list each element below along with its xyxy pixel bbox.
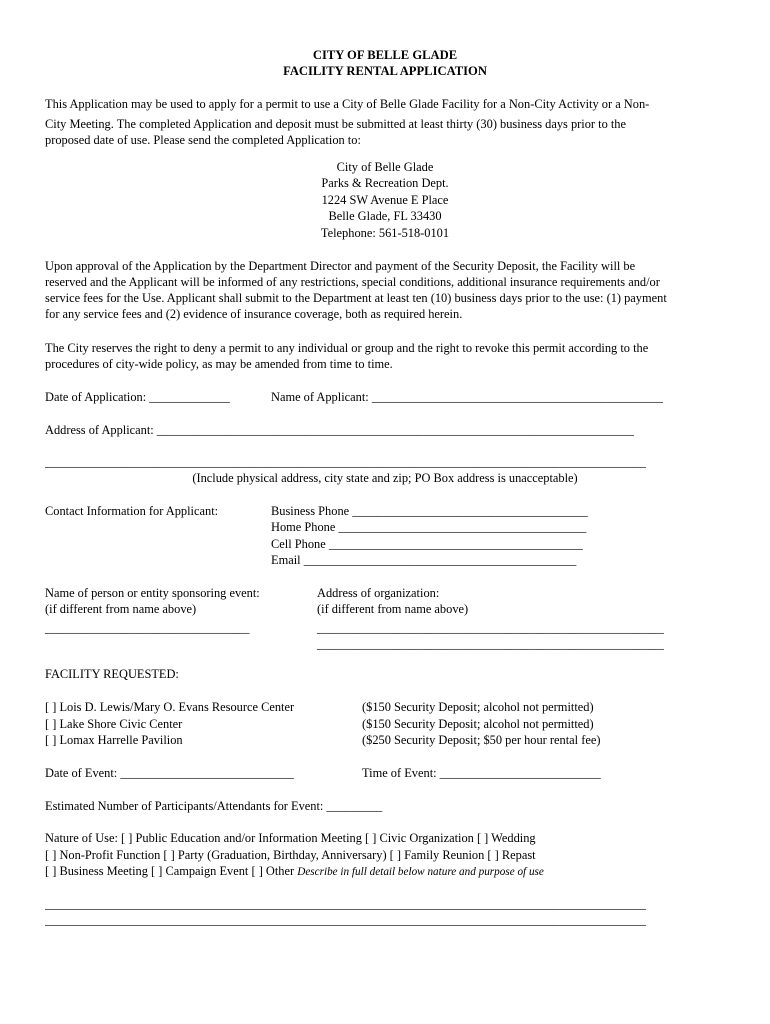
address-name: City of Belle Glade xyxy=(336,160,434,174)
facility-option-resource-center[interactable]: [ ] Lois D. Lewis/Mary O. Evans Resource Center xyxy=(45,700,295,714)
intro-line-1: This Application may be used to apply for a permit to use a City of Belle Glade Facility for a Non-City Activity or a Non- xyxy=(45,97,650,111)
address-dept: Parks & Recreation Dept. xyxy=(321,176,449,191)
facility-deposit-resource-center: ($150 Security Deposit; alcohol not permitted) xyxy=(362,700,594,714)
address-phone: Telephone: 561-518-0101 xyxy=(320,225,450,240)
approval-line-3: service fees for the Use. Applicant shall submit to the Department at least ten (10) business days prior to the use: (1) payment xyxy=(45,291,667,305)
email-field[interactable]: Email ____________________________________________ xyxy=(271,553,577,567)
facility-heading: FACILITY REQUESTED: xyxy=(45,667,179,681)
sponsor-field[interactable]: _________________________________ xyxy=(45,621,250,635)
address-city: Belle Glade, FL 33430 xyxy=(328,209,442,224)
sponsor-label: Name of person or entity sponsoring event: xyxy=(45,586,260,600)
facility-option-lake-shore[interactable]: [ ] Lake Shore Civic Center xyxy=(45,717,183,731)
doc-title-form: FACILITY RENTAL APPLICATION xyxy=(283,64,487,78)
approval-line-4: for any service fees and (2) evidence of insurance coverage, both as required herein. xyxy=(45,307,463,321)
org-address-field-1[interactable]: ________________________________________________________ xyxy=(317,621,664,635)
address-street: 1224 SW Avenue E Place xyxy=(321,192,449,207)
document-page xyxy=(45,0,725,1024)
facility-option-lomax-pavilion[interactable]: [ ] Lomax Harrelle Pavilion xyxy=(45,733,183,747)
participants-field[interactable]: Estimated Number of Participants/Attendants for Event: _________ xyxy=(45,799,383,813)
address-of-applicant-field[interactable]: Address of Applicant: _____________________________________________________________________________ xyxy=(45,423,634,437)
date-of-event-field[interactable]: Date of Event: ____________________________ xyxy=(45,766,294,780)
home-phone-field[interactable]: Home Phone ________________________________________ xyxy=(271,520,587,534)
name-of-applicant-field[interactable]: Name of Applicant: _______________________________________________ xyxy=(271,390,663,404)
cell-phone-field[interactable]: Cell Phone _________________________________________ xyxy=(271,537,583,551)
doc-title-city: CITY OF BELLE GLADE xyxy=(312,48,458,62)
nature-description-field-1[interactable]: _________________________________________________________________________________________________ xyxy=(45,897,646,911)
reserve-line-2: procedures of city-wide policy, as may be amended from time to time. xyxy=(45,357,393,371)
address-line-2-field[interactable]: _________________________________________________________________________________________________ xyxy=(45,455,646,469)
contact-label: Contact Information for Applicant: xyxy=(45,504,219,518)
reserve-line-1: The City reserves the right to deny a permit to any individual or group and the right to revoke this permit according to the xyxy=(45,341,649,355)
facility-deposit-lomax-pavilion: ($250 Security Deposit; $50 per hour rental fee) xyxy=(362,733,601,747)
time-of-event-field[interactable]: Time of Event: __________________________ xyxy=(362,766,601,780)
business-phone-field[interactable]: Business Phone ______________________________________ xyxy=(271,504,588,518)
intro-line-2: City Meeting. The completed Application and deposit must be submitted at least thirty (30) business days prior to the xyxy=(45,117,627,131)
sponsor-sublabel: (if different from name above) xyxy=(45,602,197,616)
org-address-label: Address of organization: xyxy=(317,586,440,600)
date-of-application-field[interactable]: Date of Application: _____________ xyxy=(45,390,230,404)
mailing-address xyxy=(45,159,725,241)
nature-description-field-2[interactable]: _________________________________________________________________________________________________ xyxy=(45,913,646,927)
org-address-field-2[interactable]: ________________________________________________________ xyxy=(317,637,664,651)
approval-line-1: Upon approval of the Application by the Department Director and payment of the Security Deposit, the Facility will be xyxy=(45,259,636,273)
intro-line-3: proposed date of use. Please send the completed Application to: xyxy=(45,133,361,147)
nature-options-3[interactable]: [ ] Business Meeting [ ] Campaign Event [ ] Other xyxy=(45,864,295,878)
nature-of-use-line-2[interactable]: [ ] Non-Profit Function [ ] Party (Graduation, Birthday, Anniversary) [ ] Family Reunion [ ] Repast xyxy=(45,848,536,862)
org-address-sublabel: (if different from name above) xyxy=(317,602,469,616)
address-note: (Include physical address, city state and zip; PO Box address is unacceptable) xyxy=(192,471,578,485)
nature-of-use-line-1[interactable]: Nature of Use: [ ] Public Education and/or Information Meeting [ ] Civic Organization [ ] Wedding xyxy=(45,831,536,845)
facility-deposit-lake-shore: ($150 Security Deposit; alcohol not permitted) xyxy=(362,717,594,731)
nature-of-use-line-3 xyxy=(45,863,544,880)
nature-describe-instruction: Describe in full detail below nature and purpose of use xyxy=(297,866,544,878)
approval-line-2: reserved and the Applicant will be informed of any restrictions, special conditions, additional insurance requirements and/or xyxy=(45,275,660,289)
